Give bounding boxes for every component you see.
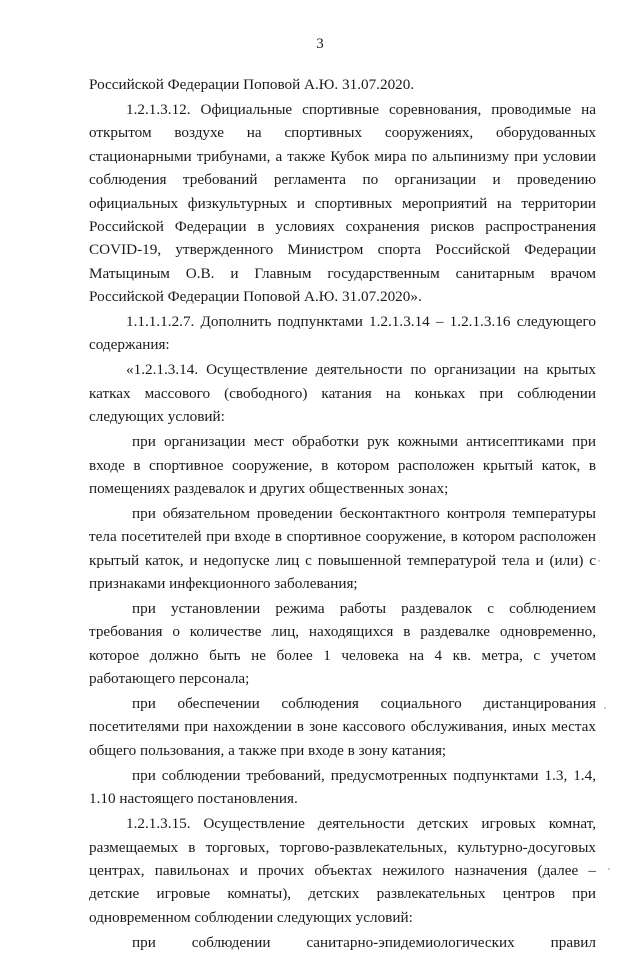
scan-speck [608,868,610,870]
document-body [89,73,596,956]
paragraph-continuation: Российской Федерации Поповой А.Ю. 31.07.2020. [89,76,415,93]
paragraph-1-2-1-3-15: 1.2.1.3.15. Осуществление деятельности детских игровых комнат, размещаемых в торговых, торгово-развлекательных, культурно-досуговых центрах, павильонах и прочих объектах нежилого назначения (далее – детские игровые комнаты), детских развлекательных центров при одновременном соблюдении следующих условий: [89,815,596,926]
paragraph-condition-distancing: при обеспечении соблюдения социального дистанцирования посетителями при нахождении в зоне кассового обслуживания, иных местах общего пользования, а также при входе в зону катания; [89,695,596,759]
paragraph-condition-requirements: при соблюдении требований, предусмотренных подпунктами 1.3, 1.4, 1.10 настоящего постановления. [89,766,596,808]
paragraph-condition-locker-rooms: при установлении режима работы раздевалок с соблюдением требования о количестве лиц, находящихся в раздевалке одновременно, которое должно быть не более 1 человека на 4 кв. метра, с учетом работающего персонала; [89,599,596,688]
scan-speck [604,707,606,709]
paragraph-1-2-1-3-14: «1.2.1.3.14. Осуществление деятельности по организации на крытых катках массового (свободного) катания на коньках при соблюдении следующих условий: [89,361,596,426]
paragraph-1-1-1-1-2-7: 1.1.1.1.2.7. Дополнить подпунктами 1.2.1.3.14 – 1.2.1.3.16 следующего содержания: [89,313,596,354]
page-number: 3 [316,36,324,52]
paragraph-condition-sanitary: при соблюдении санитарно-эпидемиологических правил [132,933,596,951]
paragraph-condition-antiseptics: при организации мест обработки рук кожными антисептиками при входе в спортивное сооружение, в котором расположен крытый каток, в помещениях раздевалок и других общественных зонах; [89,433,596,497]
scan-speck [598,560,600,562]
paragraph-condition-temperature: при обязательном проведении бесконтактного контроля температуры тела посетителей при входе в спортивное сооружение, в котором расположен крытый каток, и недопуске лиц с повышенной температурой тела и (или) с признаками инфекционного заболевания; [89,504,596,593]
paragraph-1-2-1-3-12: 1.2.1.3.12. Официальные спортивные соревнования, проводимые на открытом воздухе на спортивных сооружениях, оборудованных стационарными трибунами, а также Кубок мира по альпинизму при условии соблюдения требований регламента по организации и проведению официальных физкультурных и спортивных мероприятий на территории Российской Федерации в условиях сохранения рисков распространения COVID-19, утвержденного Министром спорта Российской Федерации Матыциным О.В. и Главным государственным санитарным врачом Российской Федерации Поповой А.Ю. 31.07.2020». [89,100,596,306]
